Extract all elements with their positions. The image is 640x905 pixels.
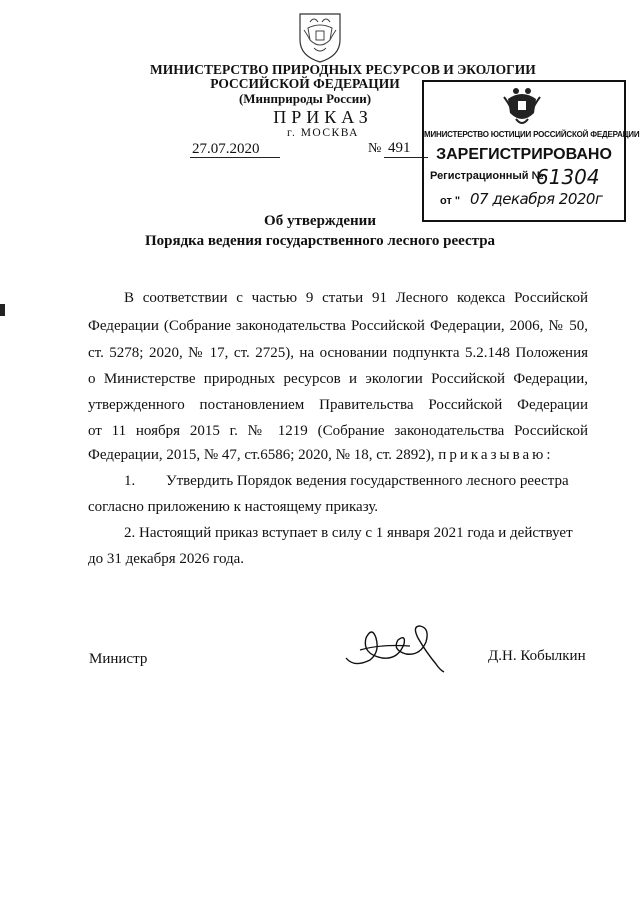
order-word: приказываю:: [438, 447, 554, 463]
signer-name: Д.Н. Кобылкин: [488, 648, 586, 664]
ministry-name-line2: РОССИЙСКОЙ ФЕДЕРАЦИИ: [210, 76, 400, 91]
item1-line1: Утвердить Порядок ведения государственного лесного реестра: [166, 473, 569, 489]
stamp-from-label: от ": [440, 195, 461, 207]
coat-of-arms-emblem: [296, 10, 344, 64]
ministry-short-name: (Минприроды России): [238, 91, 372, 106]
stamp-reg-number: 61304: [536, 165, 600, 189]
title-line2: Порядка ведения государственного лесного реестра: [144, 233, 496, 249]
stamp-ministry: МИНИСТЕРСТВО ЮСТИЦИИ РОССИЙСКОЙ ФЕДЕРАЦИИ: [424, 130, 640, 139]
item1-line2: согласно приложению к настоящему приказу.: [88, 499, 379, 515]
item2-line1: 2. Настоящий приказ вступает в силу с 1 января 2021 года и действует: [124, 525, 573, 541]
paragraph1-last-text: Федерации, 2015, № 47, ст.6586; 2020, № 18, ст. 2892),: [88, 447, 435, 463]
ministry-name-line1: МИНИСТЕРСТВО ПРИРОДНЫХ РЕСУРСОВ И ЭКОЛОГИИ: [150, 62, 536, 77]
paragraph1-line: ст. 5278; 2020, № 17, ст. 2725), на основании подпункта 5.2.148 Положения: [88, 345, 588, 361]
paragraph1-line: В соответствии с частью 9 статьи 91 Лесного кодекса Российской: [124, 290, 588, 306]
stamp-reg-date: 07 декабря 2020г: [470, 190, 603, 208]
date-underline: [190, 157, 280, 158]
stamp-reg-label: Регистрационный №: [430, 170, 544, 182]
paragraph1-line: утвержденного постановлением Правительства Российской Федерации: [88, 397, 588, 413]
document-city: г. МОСКВА: [287, 127, 359, 139]
document-number-label: №: [368, 141, 382, 156]
paragraph1-line: Федерации (Собрание законодательства Российской Федерации, 2006, № 50,: [88, 318, 588, 334]
document-type: ПРИКАЗ: [273, 107, 373, 127]
document-date: 27.07.2020: [192, 141, 260, 157]
paragraph1-line: о Министерстве природных ресурсов и экологии Российской Федерации,: [88, 371, 588, 387]
item1-number: 1.: [124, 473, 136, 489]
stamp-emblem-icon: [502, 85, 542, 129]
item2-line2: до 31 декабря 2026 года.: [88, 551, 245, 567]
title-line1: Об утверждении: [264, 213, 376, 229]
paragraph1-line: от 11 ноября 2015 г. № 1219 (Собрание законодательства Российской: [88, 423, 588, 439]
handwritten-signature: [340, 614, 450, 676]
stamp-registered: ЗАРЕГИСТРИРОВАНО: [436, 146, 612, 163]
paragraph1-last-line: [88, 447, 554, 464]
document-number: 491: [388, 140, 411, 156]
registration-stamp: [422, 80, 640, 222]
scan-edge-mark: [0, 304, 5, 316]
signer-position: Министр: [89, 651, 148, 667]
